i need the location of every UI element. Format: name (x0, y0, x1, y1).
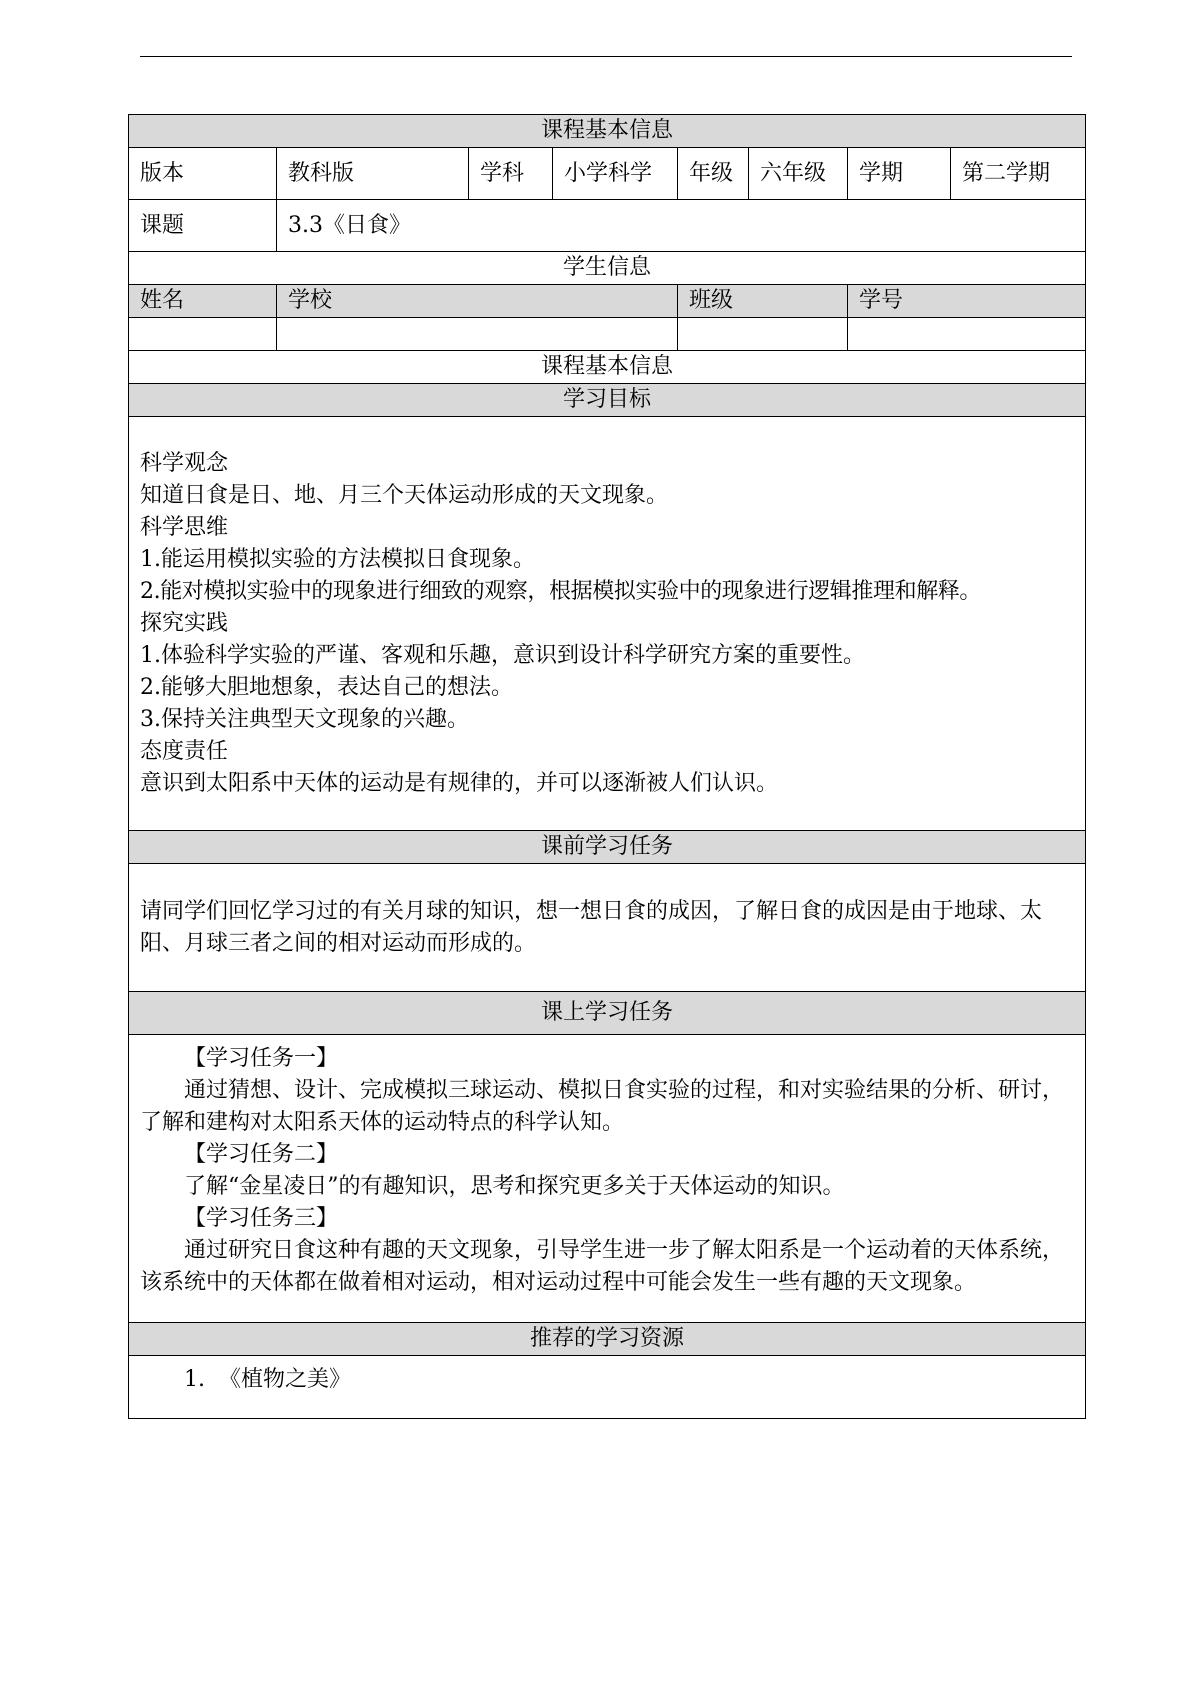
resources-header: 推荐的学习资源 (129, 1323, 1086, 1356)
student-info-header: 学生信息 (129, 252, 1086, 285)
semester-label: 学期 (848, 148, 951, 200)
task3-heading: 【学习任务三】 (184, 1206, 339, 1231)
course-sheet-table (128, 114, 1086, 1419)
subject-label: 学科 (469, 148, 553, 200)
edition-value: 教科版 (277, 148, 469, 200)
grade-value: 六年级 (749, 148, 848, 200)
topic-value: 3.3《日食》 (277, 200, 1086, 252)
student-id-label: 学号 (848, 285, 1086, 318)
pre-class-header: 课前学习任务 (129, 831, 1086, 864)
school-label: 学校 (277, 285, 678, 318)
task2-text: 了解“金星凌日”的有趣知识，思考和探究更多关于天体运动的知识。 (184, 1174, 845, 1199)
objective-thinking-1: 1.能运用模拟实验的方法模拟日食现象。 (140, 546, 535, 572)
class-label: 班级 (678, 285, 848, 318)
objectives-body (129, 417, 1086, 831)
topic-label: 课题 (129, 200, 277, 252)
objective-practice-3: 3.保持关注典型天文现象的兴趣。 (140, 706, 469, 732)
subject-value: 小学科学 (553, 148, 678, 200)
objective-concept-heading: 科学观念 (140, 450, 229, 476)
objective-thinking-heading: 科学思维 (140, 514, 229, 540)
task2-heading: 【学习任务二】 (184, 1142, 339, 1167)
objective-practice-heading: 探究实践 (140, 610, 229, 636)
class-value-cell[interactable] (678, 318, 848, 351)
objective-practice-2: 2.能够大胆地想象，表达自己的想法。 (140, 674, 513, 700)
resource-item-1: 1. 《植物之美》 (129, 1356, 1086, 1419)
objective-attitude-text: 意识到太阳系中天体的运动是有规律的，并可以逐渐被人们认识。 (140, 770, 779, 796)
grade-label: 年级 (678, 148, 749, 200)
course-info-header-2: 课程基本信息 (129, 351, 1086, 384)
task1-heading: 【学习任务一】 (184, 1046, 339, 1071)
edition-label: 版本 (129, 148, 277, 200)
objectives-header: 学习目标 (129, 384, 1086, 417)
name-value-cell[interactable] (129, 318, 277, 351)
school-value-cell[interactable] (277, 318, 678, 351)
course-info-header: 课程基本信息 (129, 115, 1086, 148)
task1-text: 通过猜想、设计、完成模拟三球运动、模拟日食实验的过程，和对实验结果的分析、研讨，了解和建构对太阳系天体的运动特点的科学认知。 (140, 1078, 1065, 1135)
objective-thinking-2: 2.能对模拟实验中的现象进行细致的观察，根据模拟实验中的现象进行逻辑推理和解释。 (140, 578, 981, 604)
in-class-header: 课上学习任务 (129, 992, 1086, 1035)
header-rule (140, 56, 1072, 57)
objective-attitude-heading: 态度责任 (140, 738, 229, 764)
in-class-body (129, 1035, 1086, 1323)
student-id-value-cell[interactable] (848, 318, 1086, 351)
name-label: 姓名 (129, 285, 277, 318)
pre-class-text: 请同学们回忆学习过的有关月球的知识，想一想日食的成因，了解日食的成因是由于地球、太阳、月球三者之间的相对运动而形成的。 (129, 864, 1086, 992)
objective-practice-1: 1.体验科学实验的严谨、客观和乐趣，意识到设计科学研究方案的重要性。 (140, 642, 865, 668)
objective-concept-text: 知道日食是日、地、月三个天体运动形成的天文现象。 (140, 482, 669, 508)
semester-value: 第二学期 (951, 148, 1086, 200)
task3-text: 通过研究日食这种有趣的天文现象，引导学生进一步了解太阳系是一个运动着的天体系统，该系统中的天体都在做着相对运动，相对运动过程中可能会发生一些有趣的天文现象。 (140, 1238, 1065, 1295)
